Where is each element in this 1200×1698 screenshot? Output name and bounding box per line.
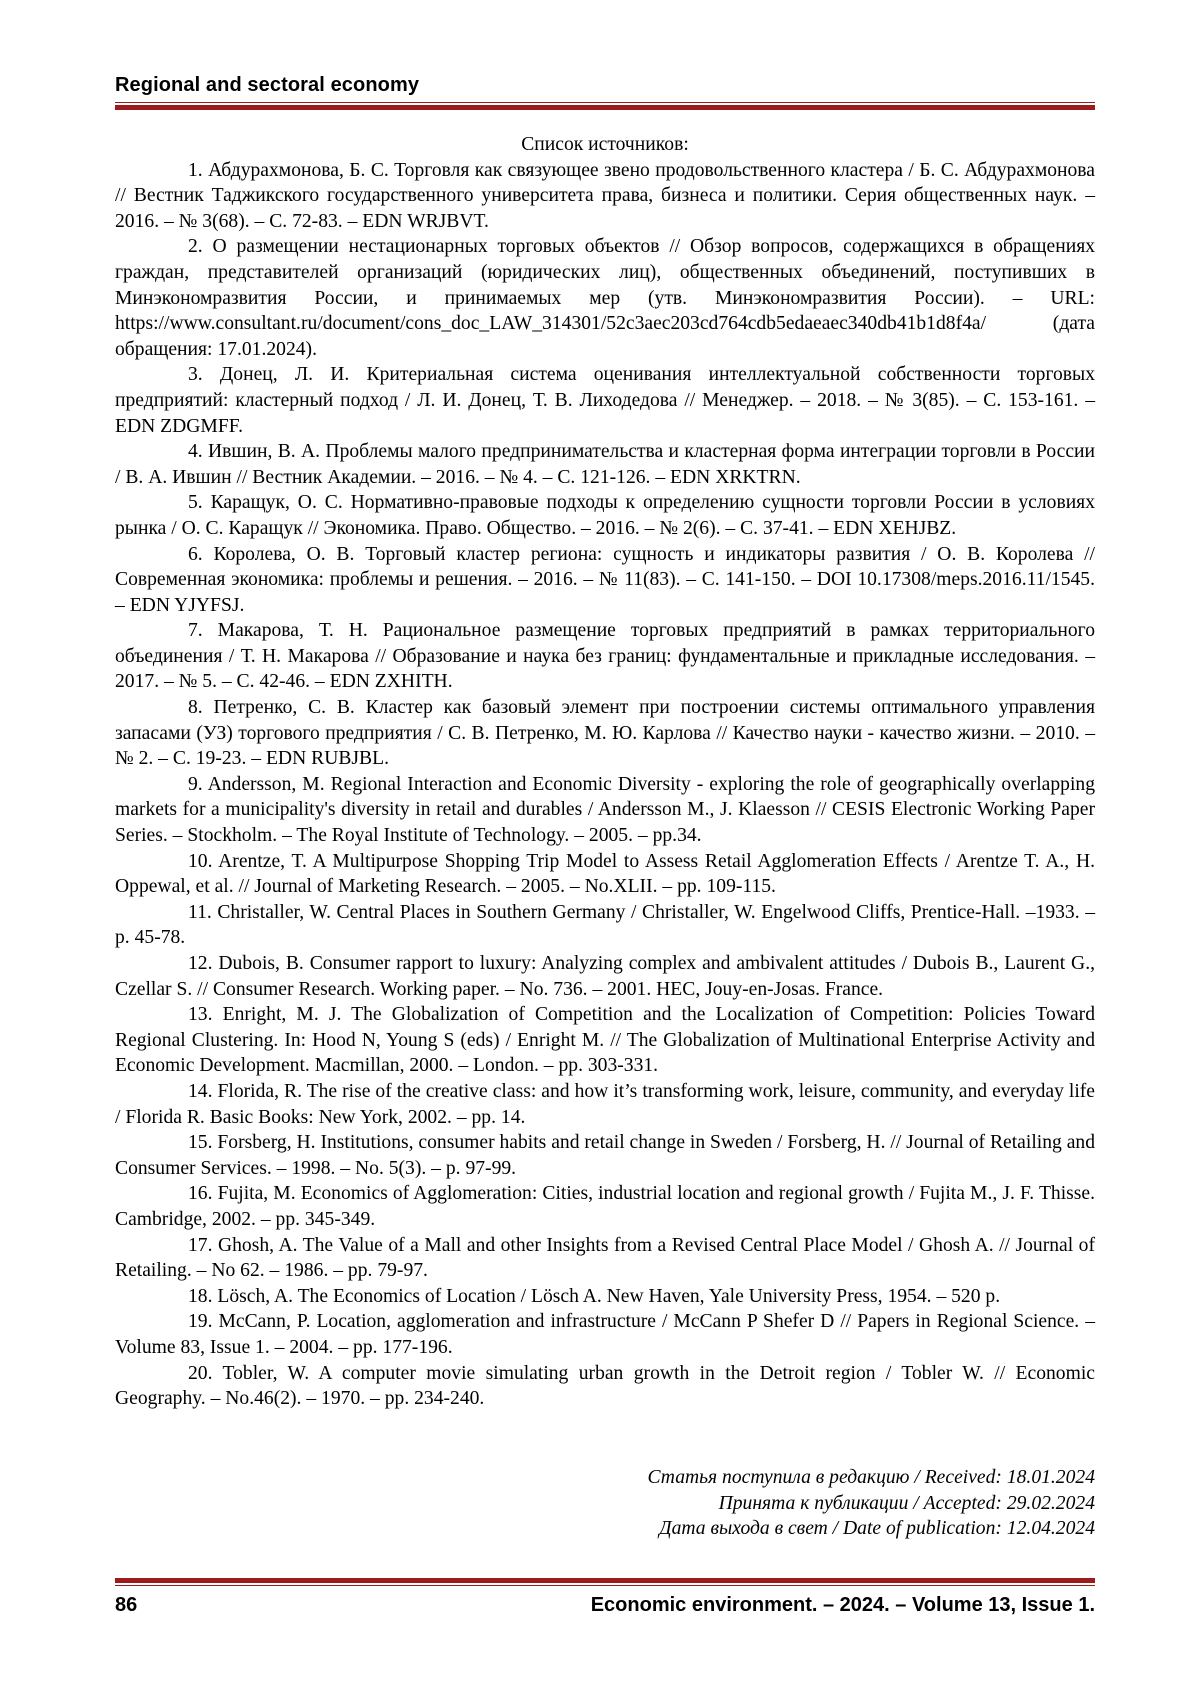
footer-rule-thin <box>115 1585 1095 1586</box>
reference-item: 3. Донец, Л. И. Критериальная система оценивания интеллектуальной собственности торговых предприятий: кластерный подход / Л. И. Донец, Т. В. Лиходедова // Менеджер. – 2018. – № 3(85). – С. 153-161. – EDN ZDGMFF. <box>115 362 1095 439</box>
reference-item: 2. О размещении нестационарных торговых объектов // Обзор вопросов, содержащихся в обращениях граждан, представителей организаций (юридических лиц), общественных объединений, поступивших в Минэкономразвития России, и принимаемых мер (утв. Минэкономразвития России). – URL: https://www.consultant.ru/document/cons_doc_LAW_314301/52c3aec203cd764cdb5edaeaec340db41b1d8f4a/ (дата обращения: 17.01.2024). <box>115 234 1095 362</box>
reference-item: 10. Arentze, T. A Multipurpose Shopping Trip Model to Assess Retail Agglomeration Effects / Arentze T. A., H. Oppewal, et al. // Journal of Marketing Research. – 2005. – No.XLII. – pp. 109-115. <box>115 849 1095 900</box>
reference-item: 13. Enright, M. J. The Globalization of Competition and the Localization of Competition: Policies Toward Regional Clustering. In: Hood N, Young S (eds) / Enright M. // The Globalization of Multinational Enterprise Activity and Economic Development. Macmillan, 2000. – London. – pp. 303-331. <box>115 1002 1095 1079</box>
references-section <box>115 132 1095 1412</box>
reference-item: 19. McCann, P. Location, agglomeration and infrastructure / McCann P Shefer D // Papers in Regional Science. – Volume 83, Issue 1. – 2004. – pp. 177-196. <box>115 1309 1095 1360</box>
reference-item: 7. Макарова, Т. Н. Рациональное размещение торговых предприятий в рамках территориального объединения / Т. Н. Макарова // Образование и наука без границ: фундаментальные и прикладные исследования. – 2017. – № 5. – С. 42-46. – EDN ZXHITH. <box>115 618 1095 695</box>
publication-date: Дата выхода в свет / Date of publication: 12.04.2024 <box>647 1516 1095 1542</box>
reference-item: 5. Каращук, О. С. Нормативно-правовые подходы к определению сущности торговли России в условиях рынка / О. С. Каращук // Экономика. Право. Общество. – 2016. – № 2(6). – С. 37-41. – EDN XEHJBZ. <box>115 490 1095 541</box>
reference-item: 17. Ghosh, A. The Value of a Mall and other Insights from a Revised Central Place Model / Ghosh A. // Journal of Retailing. – No 62. – 1986. – pp. 79-97. <box>115 1233 1095 1284</box>
reference-item: 16. Fujita, M. Economics of Agglomeration: Cities, industrial location and regional growth / Fujita M., J. F. Thisse. Cambridge, 2002. – pp. 345-349. <box>115 1181 1095 1232</box>
footer-rule-thick <box>115 1578 1095 1583</box>
reference-item: 6. Королева, О. В. Торговый кластер региона: сущность и индикаторы развития / О. В. Королева // Современная экономика: проблемы и решения. – 2016. – № 11(83). – С. 141-150. – DOI 10.17308/meps.2016.11/1545. – EDN YJYFSJ. <box>115 542 1095 619</box>
reference-item: 14. Florida, R. The rise of the creative class: and how it’s transforming work, leisure, community, and everyday life / Florida R. Basic Books: New York, 2002. – pp. 14. <box>115 1079 1095 1130</box>
references-title: Список источников: <box>115 132 1095 158</box>
page-number: 86 <box>115 1594 137 1617</box>
reference-item: 12. Dubois, B. Consumer rapport to luxury: Analyzing complex and ambivalent attitudes / Dubois B., Laurent G., Czellar S. // Consumer Research. Working paper. – No. 736. – 2001. HEC, Jouy-en-Josas. France. <box>115 951 1095 1002</box>
received-date: Статья поступила в редакцию / Received: 18.01.2024 <box>647 1465 1095 1491</box>
reference-item: 11. Christaller, W. Central Places in Southern Germany / Christaller, W. Engelwood Cliffs, Prentice-Hall. –1933. – p. 45-78. <box>115 900 1095 951</box>
reference-item: 15. Forsberg, H. Institutions, consumer habits and retail change in Sweden / Forsberg, H. // Journal of Retailing and Consumer Services. – 1998. – No. 5(3). – p. 97-99. <box>115 1130 1095 1181</box>
header-rule-thin <box>115 102 1095 103</box>
reference-item: 1. Абдурахмонова, Б. С. Торговля как связующее звено продовольственного кластера / Б. С. Абдурахмонова // Вестник Таджикского государственного университета права, бизнеса и политики. Серия общественных наук. – 2016. – № 3(68). – С. 72-83. – EDN WRJBVT. <box>115 158 1095 235</box>
running-header-title: Regional and sectoral economy <box>115 74 419 97</box>
accepted-date: Принята к публикации / Accepted: 29.02.2024 <box>647 1491 1095 1517</box>
reference-item: 9. Andersson, M. Regional Interaction and Economic Diversity - exploring the role of geographically overlapping markets for a municipality's diversity in retail and durables / Andersson M., J. Klaesson // CESIS Electronic Working Paper Series. – Stockholm. – The Royal Institute of Technology. – 2005. – pp.34. <box>115 772 1095 849</box>
article-dates <box>647 1465 1095 1542</box>
reference-item: 4. Ившин, В. А. Проблемы малого предпринимательства и кластерная форма интеграции торговли в России / В. А. Ившин // Вестник Академии. – 2016. – № 4. – С. 121-126. – EDN XRKTRN. <box>115 439 1095 490</box>
journal-citation: Economic environment. – 2024. – Volume 13, Issue 1. <box>591 1594 1095 1617</box>
reference-item: 18. Lösch, A. The Economics of Location / Lösch A. New Haven, Yale University Press, 1954. – 520 p. <box>115 1284 1095 1310</box>
header-rule-thick <box>115 105 1095 110</box>
reference-item: 8. Петренко, С. В. Кластер как базовый элемент при построении системы оптимального управления запасами (УЗ) торгового предприятия / С. В. Петренко, М. Ю. Карлова // Качество науки - качество жизни. – 2010. – № 2. – С. 19-23. – EDN RUBJBL. <box>115 695 1095 772</box>
reference-item: 20. Tobler, W. A computer movie simulating urban growth in the Detroit region / Tobler W. // Economic Geography. – No.46(2). – 1970. – pp. 234-240. <box>115 1361 1095 1412</box>
